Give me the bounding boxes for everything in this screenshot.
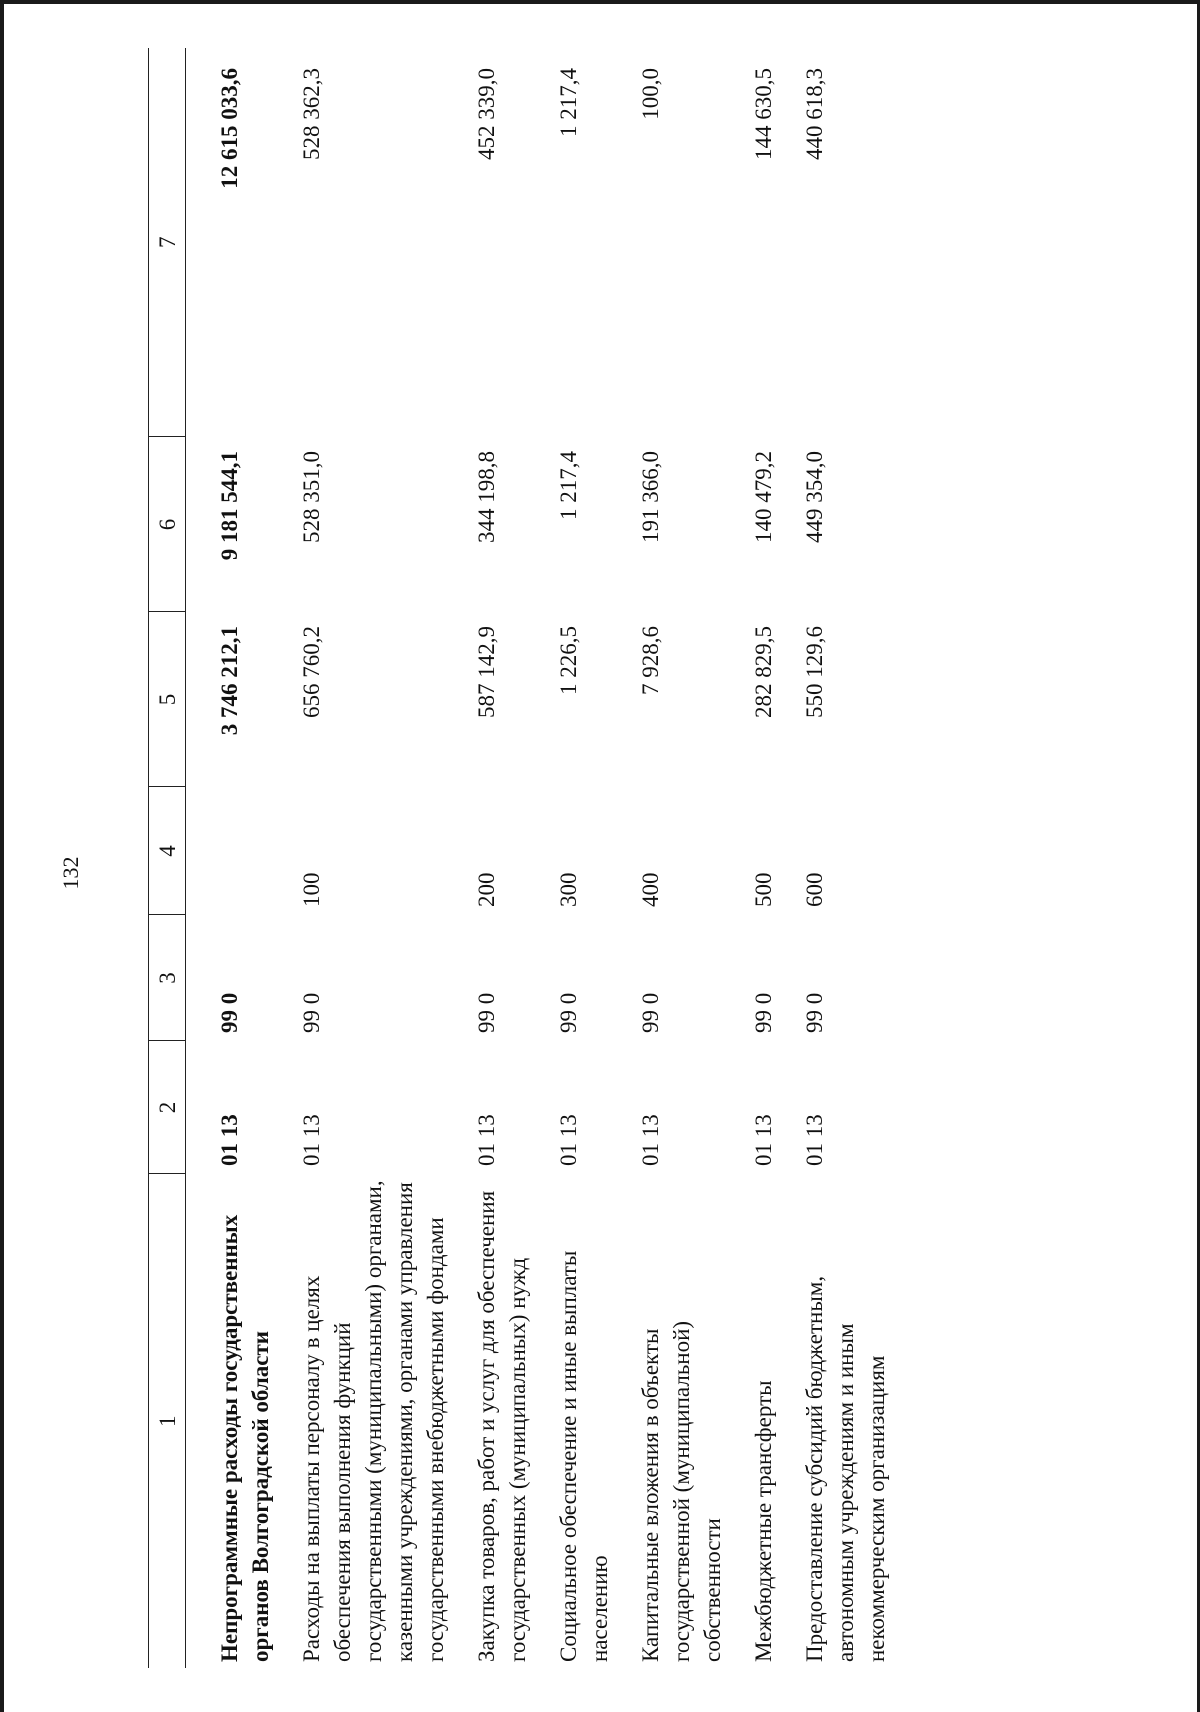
row-target: 99 0	[299, 992, 324, 1033]
table-header	[149, 48, 186, 1668]
row-section: 01 13	[474, 1114, 499, 1166]
row-name: Непрограммные расходы государственных органов Волгоградской области	[217, 1214, 273, 1662]
row-expense-type	[186, 787, 297, 915]
row-target: 99 0	[638, 992, 663, 1033]
row-value-col7: 1 217,4	[556, 68, 581, 137]
row-section: 01 13	[751, 1114, 776, 1166]
row-value-col6: 449 354,0	[802, 451, 827, 543]
table-row	[296, 48, 471, 1668]
row-expense-type: 200	[474, 872, 499, 907]
table-row	[186, 48, 297, 1668]
row-value-col6: 528 351,0	[299, 451, 324, 543]
row-value-col7: 100,0	[638, 68, 663, 120]
row-expense-type: 400	[638, 872, 663, 907]
row-section: 01 13	[802, 1114, 827, 1166]
row-section: 01 13	[299, 1114, 324, 1166]
row-expense-type: 500	[751, 872, 776, 907]
row-name: Межбюджетные трансферты	[751, 1380, 776, 1662]
row-target: 99 0	[217, 992, 242, 1033]
header-col-7: 7	[149, 48, 186, 437]
page-number: 132	[58, 856, 83, 890]
row-target: 99 0	[751, 992, 776, 1033]
row-value-col5: 550 129,6	[802, 626, 827, 718]
row-value-col7: 12 615 033,6	[217, 68, 242, 189]
header-row	[149, 48, 186, 1668]
row-expense-type: 600	[802, 872, 827, 907]
rotated-document-page	[0, 26, 1200, 1686]
header-col-5: 5	[149, 612, 186, 787]
table-row	[553, 48, 635, 1668]
scan-edge-top	[0, 0, 1200, 4]
table-row	[635, 48, 748, 1668]
row-value-col6: 140 479,2	[751, 451, 776, 543]
row-value-col7: 452 339,0	[474, 68, 499, 160]
row-value-col6: 1 217,4	[556, 451, 581, 520]
row-value-col6: 9 181 544,1	[217, 451, 242, 561]
row-section: 01 13	[217, 1114, 242, 1166]
row-value-col6: 344 198,8	[474, 451, 499, 543]
table-row	[471, 48, 553, 1668]
row-value-col7: 528 362,3	[299, 68, 324, 160]
header-col-2: 2	[149, 1041, 186, 1174]
budget-table	[148, 48, 912, 1668]
header-col-4: 4	[149, 787, 186, 915]
row-name: Предоставление субсидий бюджетным, автономным учреждениям и иным некоммерческим организациям	[802, 1275, 889, 1662]
table-row	[799, 48, 912, 1668]
header-col-3: 3	[149, 915, 186, 1041]
row-expense-type: 300	[556, 872, 581, 907]
row-value-col7: 440 618,3	[802, 68, 827, 160]
table-body	[186, 48, 913, 1668]
row-value-col5: 656 760,2	[299, 626, 324, 718]
header-col-1: 1	[149, 1174, 186, 1668]
row-value-col5: 7 928,6	[638, 626, 663, 695]
row-name: Расходы на выплаты персоналу в целях обеспечения выполнения функций государственными (муниципальными) органами, казенными учреждениями, органами управления государственными внебюджетными фондами	[299, 1180, 448, 1662]
row-value-col5: 587 142,9	[474, 626, 499, 718]
row-expense-type: 100	[299, 872, 324, 907]
row-target: 99 0	[802, 992, 827, 1033]
row-name: Капитальные вложения в объекты государственной (муниципальной) собственности	[638, 1320, 725, 1662]
row-name: Социальное обеспечение и иные выплаты населению	[556, 1250, 612, 1662]
row-name: Закупка товаров, работ и услуг для обеспечения государственных (муниципальных) нужд	[474, 1190, 530, 1662]
row-value-col5: 3 746 212,1	[217, 626, 242, 736]
row-target: 99 0	[474, 992, 499, 1033]
row-value-col5: 1 226,5	[556, 626, 581, 695]
row-value-col5: 282 829,5	[751, 626, 776, 718]
row-target: 99 0	[556, 992, 581, 1033]
header-col-6: 6	[149, 437, 186, 612]
table-row	[748, 48, 799, 1668]
row-value-col7: 144 630,5	[751, 68, 776, 160]
row-section: 01 13	[638, 1114, 663, 1166]
row-section: 01 13	[556, 1114, 581, 1166]
row-value-col6: 191 366,0	[638, 451, 663, 543]
